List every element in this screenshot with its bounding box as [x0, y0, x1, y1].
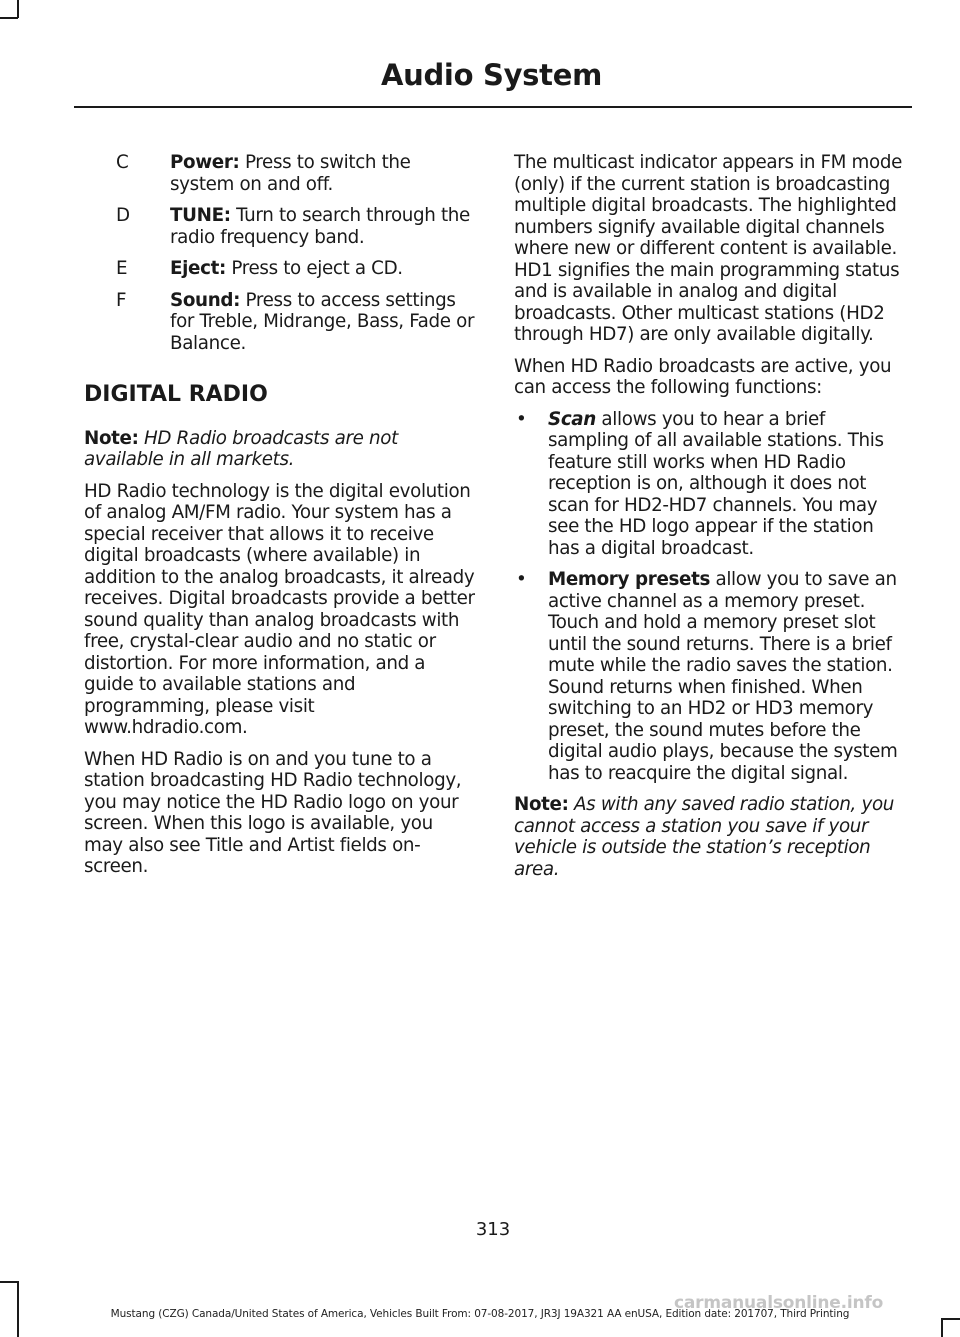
crop-mark-top-left-horizontal: [0, 17, 18, 19]
section-heading: DIGITAL RADIO: [84, 382, 268, 407]
key-item-d: [84, 205, 476, 248]
right-column: [514, 152, 908, 890]
key-letter: E: [116, 258, 128, 279]
bullet-scan: [514, 409, 908, 560]
paragraph-hd-technology: HD Radio technology is the digital evolution of analog AM/FM radio. Your system has a special receiver that allows it to receive digital broadcasts (where available) in addition to the analog broadcasts, it already receives. Digital broadcasts provide a better sound quality than analog broadcasts with free, crystal-clear audio and no static or distortion. For more information, and a guide to available stations and programming, please visit www.hdradio.com.: [84, 480, 475, 738]
edition-footer: Mustang (CZG) Canada/United States of America, Vehicles Built From: 07-08-2017, JR3J 19A321 AA enUSA, Edition date: 201707, Third Printing: [110, 1308, 850, 1320]
key-letter: D: [116, 205, 130, 226]
key-letter: F: [116, 289, 127, 311]
bullet-text: [548, 569, 908, 784]
key-description: [170, 205, 476, 248]
paragraph-functions-intro: When HD Radio broadcasts are active, you can access the following functions:: [514, 355, 892, 398]
header-rule: [74, 106, 912, 108]
crop-mark-bottom-right-vertical: [941, 1318, 943, 1337]
key-description: [170, 258, 476, 280]
key-item-c: [84, 152, 476, 195]
bullet-body: allow you to save an active channel as a memory preset. Touch and hold a memory preset slot until the sound returns. There is a brief mute while the radio saves the station. Sound returns when finished. When switching to an HD2 or HD3 memory preset, the sound mutes before the digital audio plays, because the system has to reacquire the digital signal.: [548, 569, 898, 784]
note-saved-station: [514, 794, 908, 880]
paragraph-hd-logo: When HD Radio is on and you tune to a station broadcasting HD Radio technology, you may notice the HD Radio logo on your screen. When this logo is available, you may also see Title and Artist fields on-screen.: [84, 748, 462, 877]
bullet-memory-presets: [514, 569, 908, 784]
bullet-mark: •: [516, 569, 527, 590]
key-letter: C: [116, 152, 129, 173]
key-item-f: [84, 290, 476, 355]
bullet-lead: Memory presets: [548, 569, 710, 590]
page-number: 313: [475, 1219, 511, 1240]
paragraph-multicast: The multicast indicator appears in FM mode (only) if the current station is broadcasting multiple digital broadcasts. The highlighted numbers signify available digital channels where new or different content is available. HD1 signifies the main programming status and is available in analog and digital broadcasts. Other multicast stations (HD2 through HD7) are only available digitally.: [514, 152, 903, 345]
watermark: carmanualsonline.info: [674, 1293, 884, 1313]
bullet-mark: •: [516, 408, 527, 430]
note-text: As with any saved radio station, you cannot access a station you save if your vehicle is outside the station’s reception area.: [514, 794, 895, 880]
key-description: [170, 152, 476, 195]
crop-mark-bottom-left-horizontal: [0, 1281, 18, 1283]
key-label: Power:: [170, 152, 240, 173]
key-item-e: [84, 258, 476, 280]
key-label: Sound:: [170, 289, 241, 311]
bullet-text: [548, 409, 908, 560]
note-label: Note:: [84, 427, 139, 449]
note-text: HD Radio broadcasts are not available in all markets.: [84, 427, 398, 470]
note-hd-availability: [84, 428, 476, 471]
key-label: Eject:: [170, 258, 226, 279]
page-title: Audio System: [380, 58, 602, 92]
key-text: Press to access settings for Treble, Midrange, Bass, Fade or Balance.: [170, 289, 475, 354]
left-column: [84, 152, 476, 888]
bullet-body: allows you to hear a brief sampling of all available stations. This feature still works when HD Radio reception is on, although it does not scan for HD2-HD7 channels. You may see the HD logo appear if the station has a digital broadcast.: [548, 408, 884, 559]
key-label: TUNE:: [170, 205, 231, 226]
crop-mark-top-left-vertical: [17, 0, 19, 18]
key-text: Turn to search through the radio frequency band.: [170, 205, 470, 248]
bullet-lead: Scan: [548, 408, 596, 430]
key-description: [170, 290, 476, 355]
note-label: Note:: [514, 794, 569, 815]
key-text: Press to switch the system on and off.: [170, 152, 411, 195]
key-text: Press to eject a CD.: [225, 258, 403, 279]
